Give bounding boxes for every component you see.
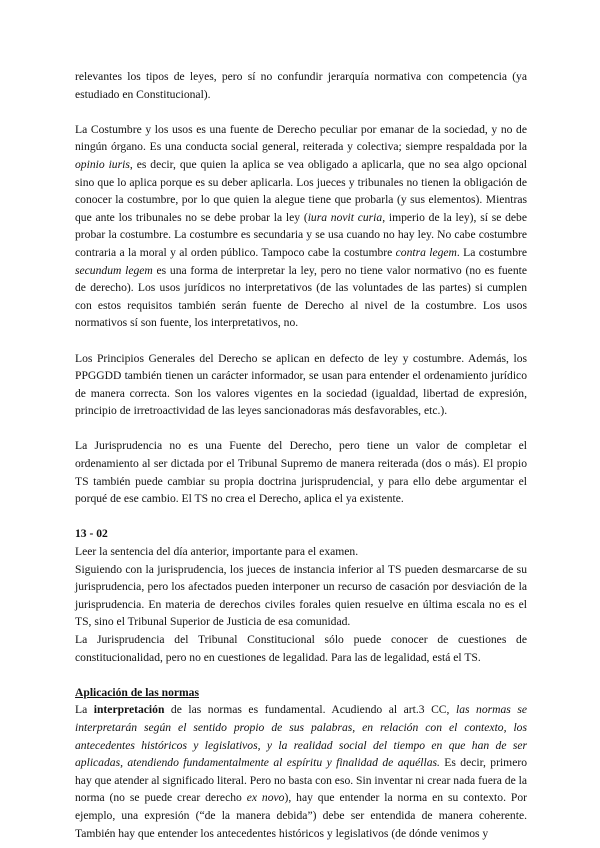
italic-quote: las normas se interpretarán según el sentido propio de sus palabras, en relación con el contexto, los antecedentes históricos y legislativos, y la realidad social del tiempo en que han de ser aplicadas, atendiendo fundamentalmente al espíritu y finalidad de aquéllas.	[75, 703, 527, 770]
paragraph-jurisprudencia: La Jurisprudencia no es una Fuente del Derecho, pero tiene un valor de completar el ordenamiento al ser dictada por el Tribunal Supremo de manera reiterada (dos o más). El propio TS también puede cambiar su propia doctrina jurisprudencial, y para ello debe argumentar el porqué de ese cambio. El TS no crea el Derecho, aplica el ya existente.	[75, 439, 527, 506]
text-run: Es decir, primero hay que atender al significado literal. Pero no basta con eso. Sin inventar ni crear nada fuera de la norma (no se puede crear derecho	[75, 756, 527, 805]
text-run: La	[75, 703, 94, 717]
paragraph-jurisprudencia-instancia: Siguiendo con la jurisprudencia, los jueces de instancia inferior al TS pueden desmarcarse de su jurisprudencia, pero los afectados pueden interponer un recurso de casación por desviación de la jurisprudencia. En materia de derechos civiles forales quien resuelve en última escala no es el TS, sino el Tribunal Superior de Justicia de esa comunidad.	[75, 562, 527, 629]
italic-term: opinio iuris	[75, 157, 130, 171]
date-heading: 13 - 02	[75, 527, 108, 541]
paragraph-principios-generales: Los Principios Generales del Derecho se aplican en defecto de ley y costumbre. Además, los PPGGDD también tienen un carácter informador, se usan para entender el ordenamiento jurídico de manera correcta. Son los valores vigentes en la sociedad (igualdad, libertad de expresión, principio de irretroactividad de las leyes sancionadoras más desfavorables, etc.).	[75, 351, 527, 418]
text-run: , imperio de la ley), sí se debe probar la costumbre. La costumbre es secundaria y se usa cuando no hay ley. No cabe costumbre contraria a la moral y al orden público. Tampoco cabe la costumbre	[75, 210, 527, 259]
paragraph-gap	[75, 666, 527, 684]
text-run: La Costumbre y los usos es una fuente de Derecho peculiar por emanar de la sociedad, y no de ningún órgano. Es una conducta social general, reiterada y colectiva; siempre respaldada por la	[75, 122, 527, 154]
italic-term: contra legem	[395, 245, 457, 259]
section-heading: Aplicación de las normas	[75, 685, 199, 699]
paragraph-costumbre	[75, 121, 527, 332]
paragraph-gap	[75, 332, 527, 350]
italic-term: secundum legem	[75, 263, 153, 277]
text-run: ), hay que entender la norma en su contexto. Por ejemplo, una expresión (“de la manera debida”) debe ser entendida de manera coherente. También hay que entender los antecedentes históricos y legislativos (de dónde venimos y	[75, 791, 527, 840]
text-run: de las normas es fundamental. Acudiendo al art.3 CC,	[164, 703, 456, 717]
paragraph-gap	[75, 103, 527, 121]
paragraph-leyes-continuation: relevantes los tipos de leyes, pero sí no confundir jerarquía normativa con competencia (ya estudiado en Constitucional).	[75, 70, 527, 101]
document-body	[75, 68, 527, 842]
bold-term: interpretación	[93, 703, 165, 717]
text-run: es una forma de interpretar la ley, pero no tiene valor normativo (no es fuente de derecho). Los usos jurídicos no interpretativos (de las voluntades de las partes) si cumplen con estos requisitos también serán fuente de Derecho al nivel de la costumbre. Los usos normativos sí son fuente, los interpretativos, no.	[75, 263, 527, 330]
paragraph-leer-sentencia: Leer la sentencia del día anterior, importante para el examen.	[75, 545, 359, 559]
text-run: , es decir, que quien la aplica se vea obligado a aplicarla, que no sea algo opcional sino que lo aplica porque es su deber aplicarla. Los jueces y tribunales no tienen la obligación de conocer la costumbre, por lo que quien la alegue tiene que probarla (y sus elementos). Mientras que ante los tribunales no se debe probar la ley (	[75, 157, 527, 224]
italic-term: ex novo	[246, 791, 285, 805]
text-run: . La costumbre	[456, 245, 528, 259]
paragraph-gap	[75, 420, 527, 438]
italic-term: iura novit curia	[307, 210, 383, 224]
paragraph-interpretacion	[75, 701, 527, 842]
paragraph-tribunal-constitucional: La Jurisprudencia del Tribunal Constitucional sólo puede conocer de cuestiones de constitucionalidad, pero no en cuestiones de legalidad. Para las de legalidad, está el TS.	[75, 633, 527, 664]
paragraph-gap	[75, 508, 527, 526]
